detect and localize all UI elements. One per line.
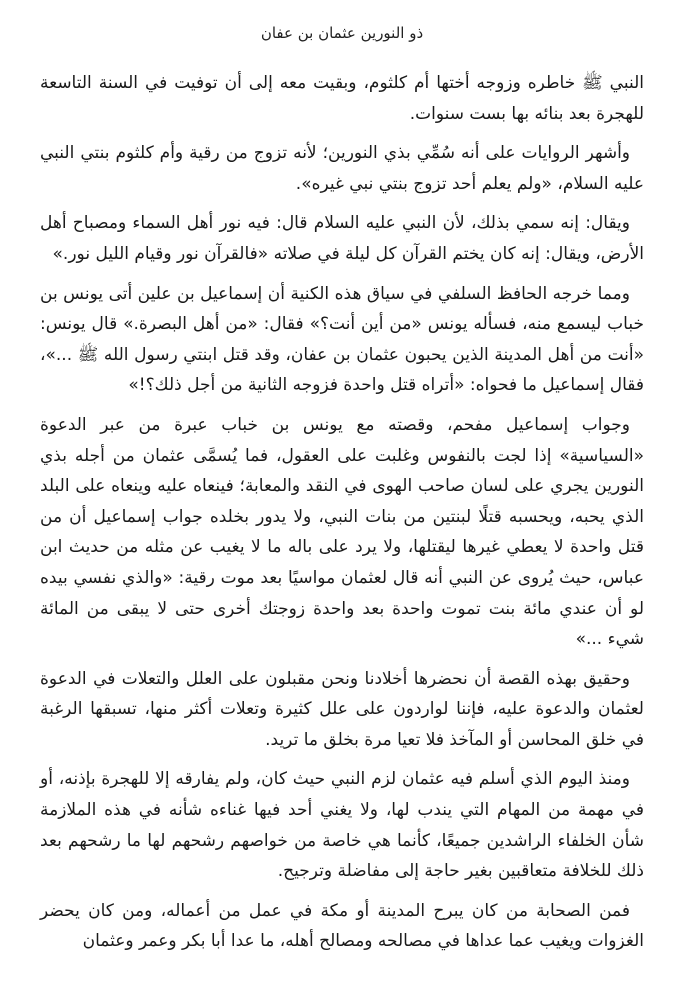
paragraph: وحقيق بهذه القصة أن نحضرها أخلادنا ونحن مقبلون على العلل والتعلات في الدعوة لعثمان والدعوة عليه، فإننا لواردون على علل كثيرة وتعلات أكثر منها، تسبقها الرغبة في خلق المحاسن أو المآخذ فلا تعيا مرة بخلق ما تريد. bbox=[40, 668, 644, 750]
paragraph: النبي ﷺ خاطره وزوجه أختها أم كلثوم، وبقيت معه إلى أن توفيت في السنة التاسعة للهجرة بعد بنائه بها بست سنوات. bbox=[40, 73, 644, 124]
paragraph: وأشهر الروايات على أنه سُمِّي بذي النورين؛ لأنه تزوج من رقية وأم كلثوم بنتي النبي عليه السلام، «ولم يعلم أحد تزوج بنتي نبي غيره». bbox=[40, 143, 644, 194]
running-header: ذو النورين عثمان بن عفان bbox=[260, 24, 424, 42]
body-text bbox=[40, 68, 644, 957]
paragraph: وجواب إسماعيل مفحم، وقصته مع يونس بن خباب عبرة من عبر الدعوة «السياسية» إذا لجت بالنفوس وغلبت على العقول، فما يُسمَّى عثمان من أجله بذي النورين يجري على لسان صاحب الهوى في النقد والمعابة؛ فينعاه عليه وينعاه على البلد الذي يحبه، ويحسبه قتلًا لبنتين من بنات النبي، ولا يدور بخلده جواب إسماعيل أن من قتل واحدة لا يعطي غيرها ليقتلها، ولا يرد على باله ما لا يغيب عن مثله من حديث ابن عباس، حيث يُروى عن النبي أنه قال لعثمان مواسيًا بعد موت رقية: «والذي نفسي بيده لو أن عندي مائة بنت تموت واحدة بعد واحدة زوجتك أخرى حتى لا يبقى من المائة شيء ...» bbox=[40, 414, 644, 650]
paragraph: ومنذ اليوم الذي أسلم فيه عثمان لزم النبي حيث كان، ولم يفارقه إلا للهجرة بإذنه، أو في مهمة من المهام التي يندب لها، ولا يغني أحد فيها غناءه شأنه في هذه الملازمة شأن الخلفاء الراشدين جميعًا، كأنما هي خاصة من خواصهم رشحهم لها ما رشحهم بعد ذلك للخلافة متعاقبين بغير حاجة إلى مفاضلة وترجيح. bbox=[40, 769, 644, 882]
paragraph: فمن الصحابة من كان يبرح المدينة أو مكة في عمل من أعماله، ومن كان يحضر الغزوات ويغيب عما عداها في مصالحه ومصالح أهله، ما عدا أبا بكر وعمر وعثمان bbox=[40, 900, 644, 952]
paragraph: ويقال: إنه سمي بذلك، لأن النبي عليه السلام قال: فيه نور أهل السماء ومصباح أهل الأرض، ويقال: إنه كان يختم القرآن كل ليلة في صلاته «فالقرآن نور وقيام الليل نور.» bbox=[40, 213, 644, 264]
paragraph: ومما خرجه الحافظ السلفي في سياق هذه الكنية أن إسماعيل بن علين أتى يونس بن خباب ليسمع منه، فسأله يونس «من أين أنت؟» فقال: «من أهل البصرة.» قال يونس: «أنت من أهل المدينة الذين يحبون عثمان بن عفان، وقد قتل ابنتي رسول الله ﷺ ...»، فقال إسماعيل ما فحواه: «أتراه قتل واحدة فزوجه الثانية من أجل ذلك؟!» bbox=[40, 283, 644, 396]
